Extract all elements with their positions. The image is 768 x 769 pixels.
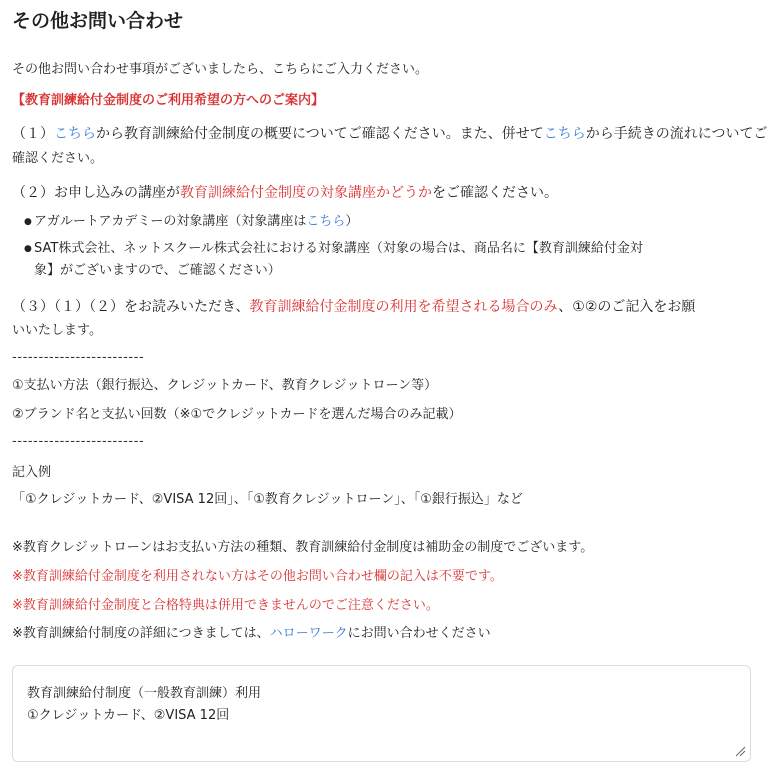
item-brand-installments: ②ブランド名と支払い回数（※①でクレジットカードを選んだ場合のみ記載）	[12, 407, 462, 422]
procedure-link[interactable]: こちら	[543, 126, 586, 142]
step2-suffix: をご確認ください。	[432, 185, 558, 201]
example-text: 「①クレジットカード、②VISA 12回」、「①教育クレジットローン」、「①銀行振込」など	[12, 492, 523, 507]
separator-top: -------------------------	[12, 350, 145, 365]
step2-prefix: （２）お申し込みの講座が	[12, 185, 180, 201]
notice-heading: 【教育訓練給付金制度のご利用希望の方へのご案内】	[12, 93, 325, 108]
textarea-line2: ①クレジットカード、②VISA 12回	[27, 708, 230, 723]
bullet-dot-icon: ●	[24, 244, 32, 254]
bullet-agaroot-text: アガルートアカデミーの対象講座（対象講座は	[34, 214, 307, 229]
item-payment-method: ①支払い方法（銀行振込、クレジットカード、教育クレジットローン等）	[12, 378, 438, 393]
bullet-dot-icon: ●	[24, 217, 32, 227]
step1-line1	[12, 124, 767, 144]
step1-prefix: （１）	[12, 126, 54, 142]
note-loan: ※教育クレジットローンはお支払い方法の種類、教育訓練給付金制度は補助金の制度でございます。	[12, 540, 594, 555]
step3-line1	[12, 297, 695, 317]
note-hellowork	[12, 624, 491, 644]
intro-text: その他お問い合わせ事項がございましたら、こちらにご入力ください。	[12, 62, 429, 77]
page-title: その他お問い合わせ	[12, 10, 184, 32]
step2-line	[12, 183, 558, 203]
note4-suffix: にお問い合わせください	[347, 626, 491, 641]
step3-line2: いいたします。	[12, 323, 102, 338]
step2-highlight: 教育訓練給付金制度の対象講座かどうか	[180, 185, 432, 201]
textarea-line1: 教育訓練給付制度（一般教育訓練）利用	[27, 686, 262, 701]
step3-suffix: 、①②のご記入をお願	[558, 299, 696, 315]
overview-link[interactable]: こちら	[54, 126, 96, 142]
inquiry-textarea[interactable]	[12, 665, 751, 762]
bullet-agaroot-after: ）	[345, 214, 359, 229]
step1-line2: 確認ください。	[12, 151, 104, 166]
bullet-sat-line2: 象】がございますので、ご確認ください）	[34, 263, 281, 278]
step1-mid: から教育訓練給付金制度の概要についてご確認ください。また、併せて	[96, 126, 544, 142]
bullet-agaroot	[34, 212, 358, 232]
example-label: 記入例	[12, 465, 52, 480]
step1-suffix: から手続きの流れについてご	[585, 126, 768, 142]
note4-prefix: ※教育訓練給付制度の詳細につきましては、	[12, 626, 270, 641]
note-not-required: ※教育訓練給付金制度を利用されない方はその他お問い合わせ欄の記入は不要です。	[12, 569, 503, 584]
hellowork-link[interactable]: ハローワーク	[269, 626, 348, 641]
note-not-combinable: ※教育訓練給付金制度と合格特典は併用できませんのでご注意ください。	[12, 598, 439, 613]
step3-prefix: （３）（１）（２）をお読みいただき、	[12, 299, 250, 315]
target-course-link[interactable]: こちら	[306, 214, 346, 229]
resize-grip-icon[interactable]	[734, 745, 746, 757]
step3-highlight: 教育訓練給付金制度の利用を希望される場合のみ	[249, 299, 559, 315]
bullet-sat-line1: SAT株式会社、ネットスクール株式会社における対象講座（対象の場合は、商品名に【教育訓練給付金対	[34, 241, 643, 256]
separator-bottom: -------------------------	[12, 434, 145, 449]
